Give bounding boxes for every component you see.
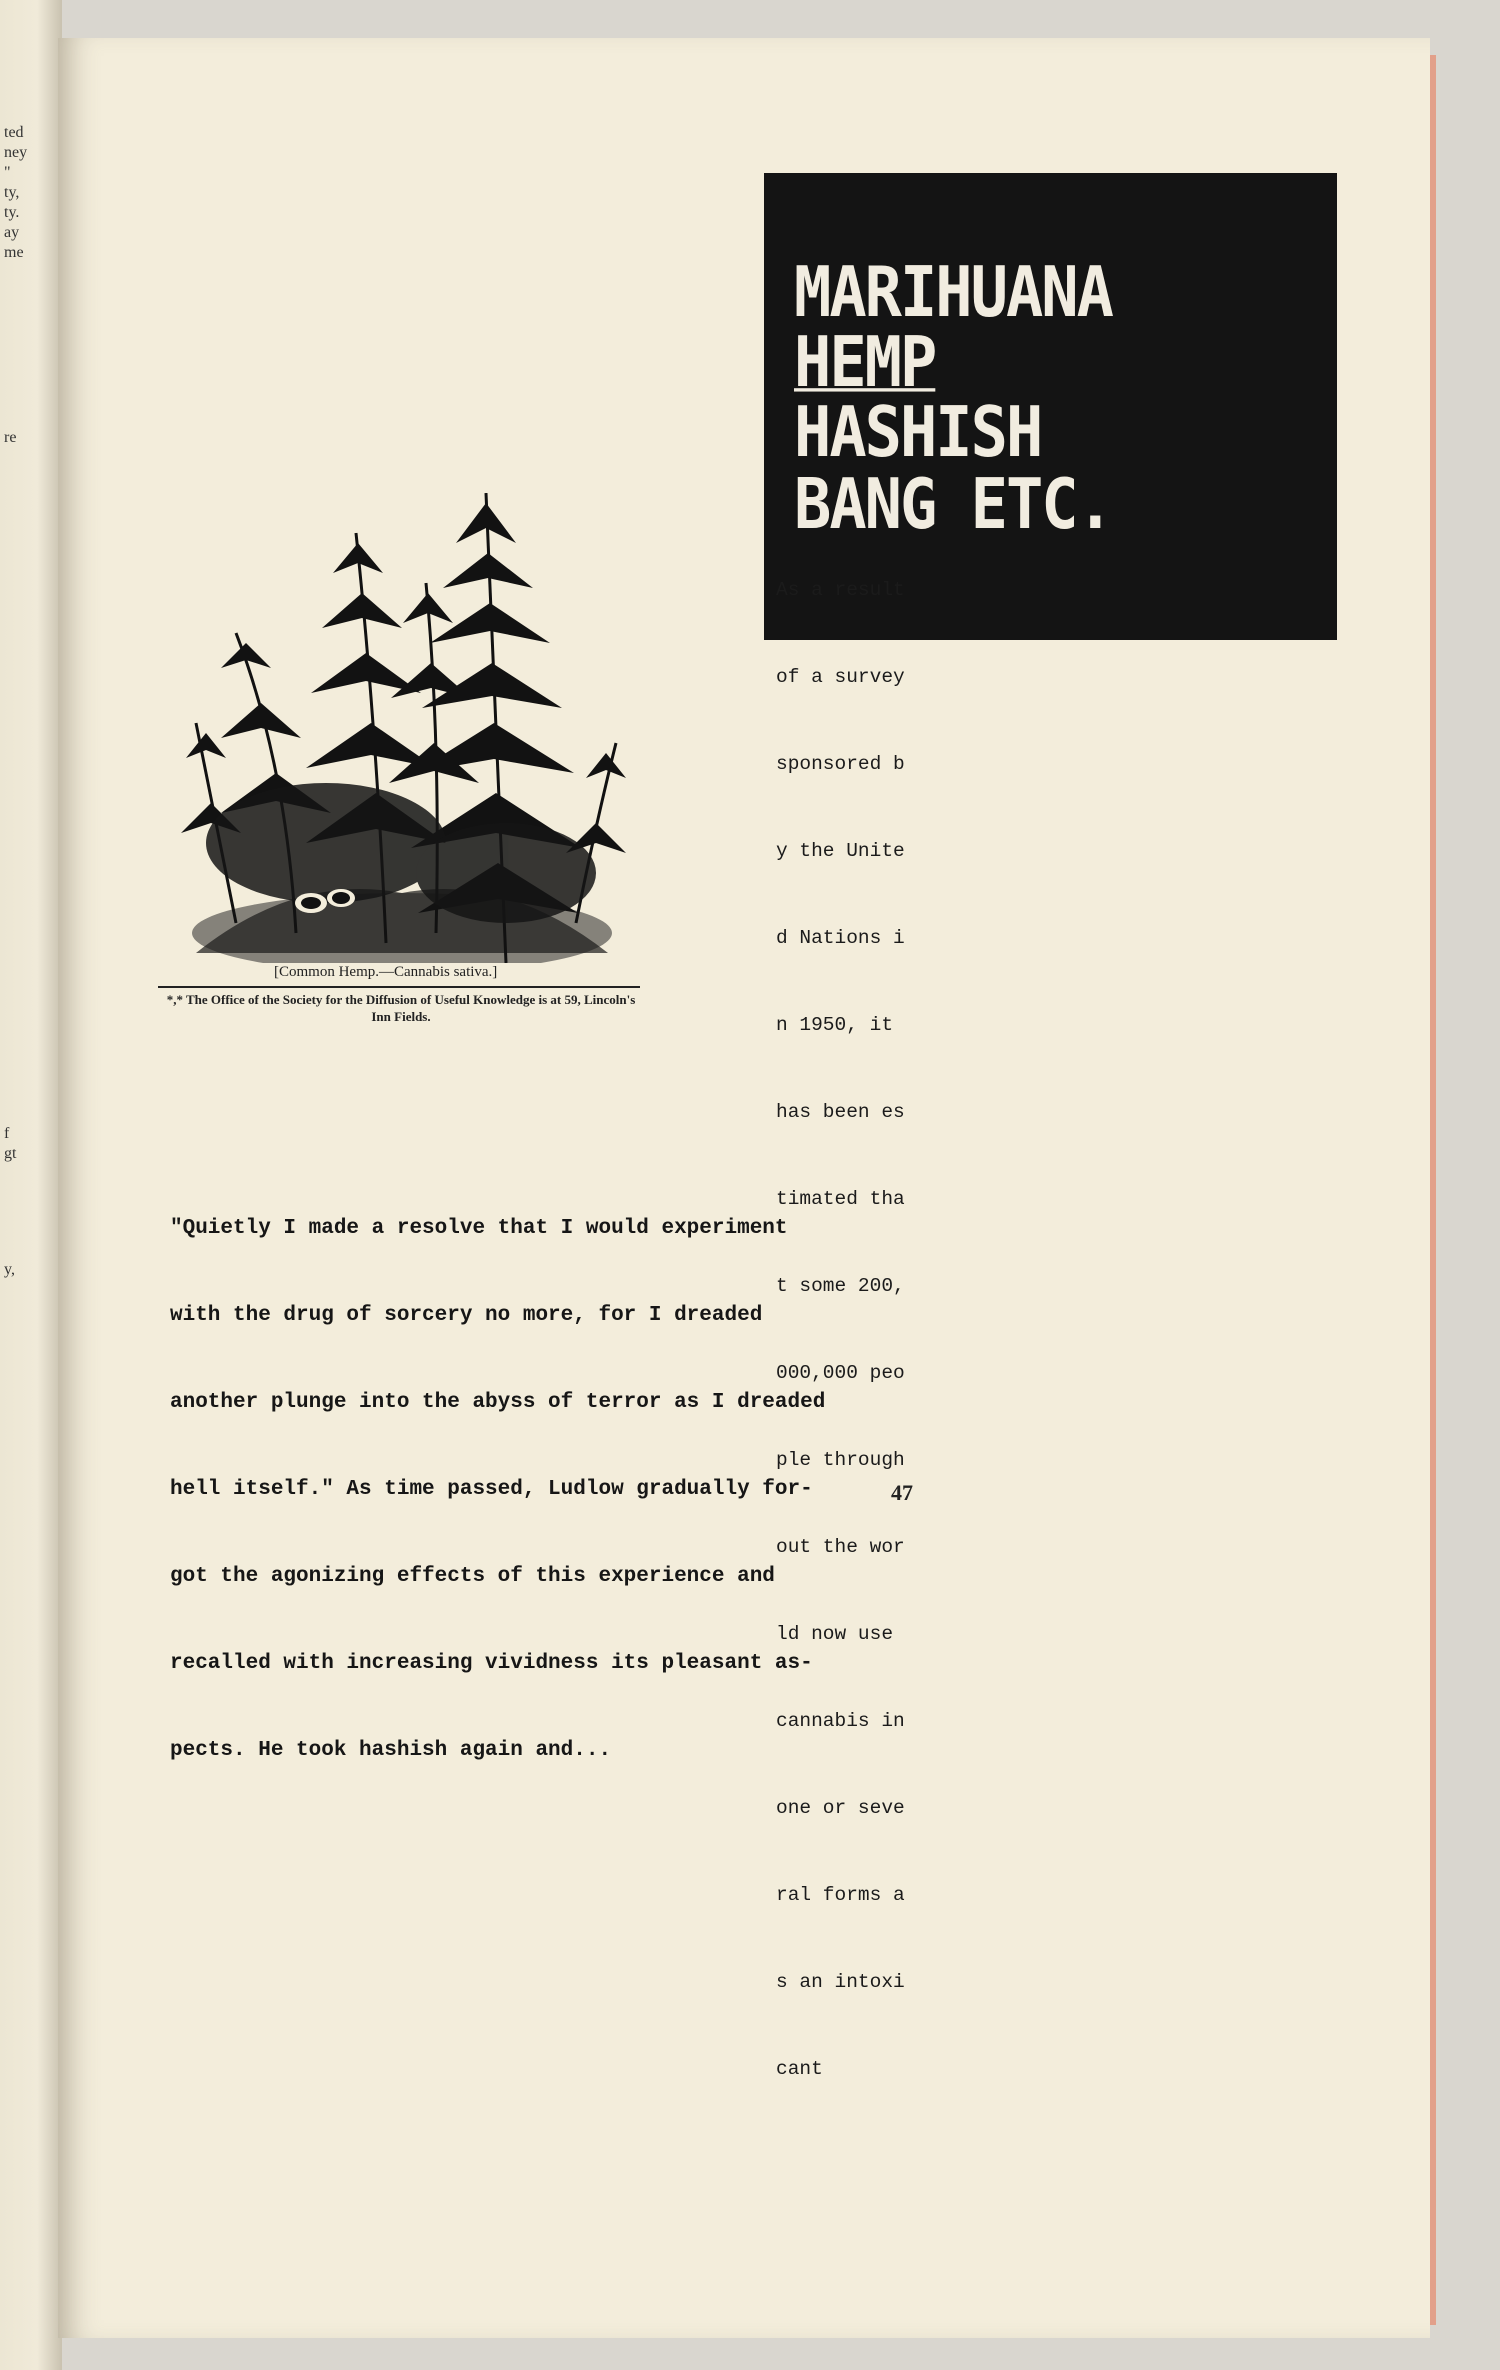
left-page-fragment: f xyxy=(4,1125,10,1142)
side-column-line: s an intoxi xyxy=(776,1971,905,1993)
caption-divider xyxy=(158,986,640,988)
quote-line: another plunge into the abyss of terror as I dreaded xyxy=(170,1391,826,1414)
side-column-line: cant xyxy=(776,2058,823,2080)
side-column-line: ld now use xyxy=(776,1623,894,1645)
left-page-fragment: gt xyxy=(4,1145,17,1162)
side-column-line: out the wor xyxy=(776,1536,905,1558)
quote-paragraph xyxy=(170,1156,950,1823)
quote-line: pects. He took hashish again and... xyxy=(170,1739,612,1762)
left-page-fragment: ty, xyxy=(4,184,20,201)
cannabis-plant-engraving-icon xyxy=(176,493,628,963)
side-column-line: timated tha xyxy=(776,1188,905,1210)
left-page-fragment: " xyxy=(4,164,11,181)
left-page-fragment: ted xyxy=(4,124,24,141)
side-column-line: sponsored b xyxy=(776,753,905,775)
title-line: BANG ETC. xyxy=(794,463,1112,545)
left-page-fragment: ay xyxy=(4,224,20,241)
quote-line: "Quietly I made a resolve that I would experiment xyxy=(170,1217,788,1240)
side-column-line: As a result xyxy=(776,579,905,601)
title-line: HASHISH xyxy=(794,391,1042,473)
quote-line: hell itself." As time passed, Ludlow gradually for- xyxy=(170,1478,813,1501)
quote-line: got the agonizing effects of this experience and xyxy=(170,1565,775,1588)
left-page-fragment: re xyxy=(4,429,17,446)
side-column-line: one or seve xyxy=(776,1797,905,1819)
left-page-fragment: ty. xyxy=(4,204,20,221)
side-column-line: of a survey xyxy=(776,666,905,688)
illustration-footnote: *,* The Office of the Society for the Diffusion of Useful Knowledge is at 59, Lincoln's Inn Fields. xyxy=(166,992,636,1024)
side-column-line: d Nations i xyxy=(776,927,905,949)
side-column-line: n 1950, it xyxy=(776,1014,894,1036)
book-page xyxy=(58,38,1430,2338)
side-column-line: ral forms a xyxy=(776,1884,905,1906)
title-line: MARIHUANA xyxy=(794,251,1112,333)
quote-line: recalled with increasing vividness its pleasant as- xyxy=(170,1652,813,1675)
side-column-line: t some 200, xyxy=(776,1275,905,1297)
page-number: 47 xyxy=(891,1480,913,1505)
left-page-fragment: y, xyxy=(4,1261,15,1278)
illustration-caption: [Common Hemp.—Cannabis sativa.] xyxy=(274,964,498,980)
side-column-line: y the Unite xyxy=(776,840,905,862)
side-column-line: cannabis in xyxy=(776,1710,905,1732)
quote-line: with the drug of sorcery no more, for I dreaded xyxy=(170,1304,763,1327)
left-page-fragment: me xyxy=(4,244,24,261)
title-line: HEMP xyxy=(794,321,936,403)
side-column-line: has been es xyxy=(776,1101,905,1123)
side-column-line: 000,000 peo xyxy=(776,1362,905,1384)
left-page-fragment: ney xyxy=(4,144,28,161)
side-column-line: ple through xyxy=(776,1449,905,1471)
left-page-edge xyxy=(0,0,62,2370)
